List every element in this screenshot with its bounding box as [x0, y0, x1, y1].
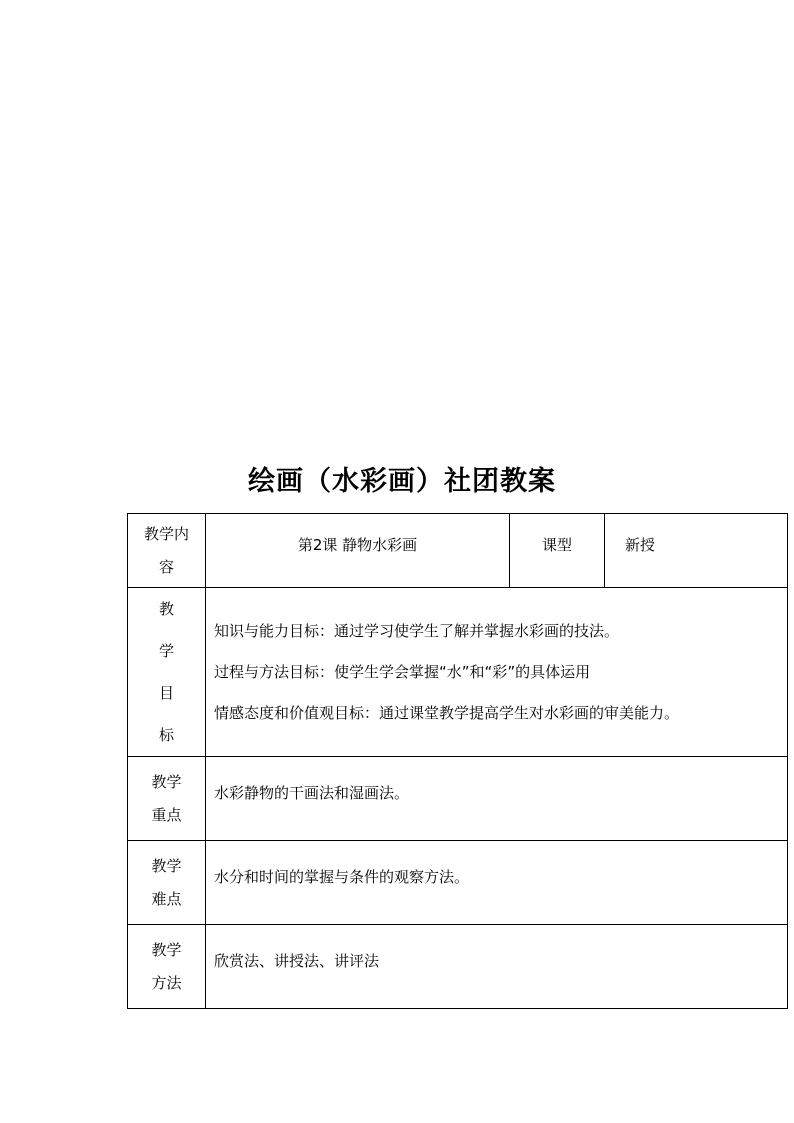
difficulties-content [206, 841, 788, 925]
difficulties-label-line2: 难点 [151, 889, 182, 908]
methods-label-line2: 方法 [151, 973, 182, 992]
key-points-content [206, 757, 788, 841]
methods-row [128, 925, 788, 1009]
knowledge-goal: 知识与能力目标：通过学习使学生了解并掌握水彩画的技法。 [214, 622, 620, 640]
teaching-goals-label-char: 教 [158, 600, 174, 618]
teaching-goals-label-char: 标 [158, 726, 174, 744]
key-points-label [128, 757, 206, 841]
document-title: 绘画（水彩画）社团教案 [248, 466, 556, 497]
methods-text: 欣赏法、讲授法、讲评法 [214, 951, 380, 970]
difficulties-label-line1: 教学 [151, 856, 182, 875]
teaching-goals-row [128, 588, 788, 757]
difficulties-label [128, 841, 206, 925]
teaching-goals-label-char: 学 [158, 642, 174, 660]
key-points-row [128, 757, 788, 841]
teaching-content-label [128, 514, 206, 588]
methods-content [206, 925, 788, 1009]
process-goal: 过程与方法目标：使学生学会掌握“水”和“彩”的具体运用 [214, 663, 591, 681]
key-points-label-line2: 重点 [151, 805, 182, 824]
lesson-type-value: 新授 [625, 536, 656, 554]
lesson-type-label: 课型 [541, 536, 572, 554]
difficulties-text: 水分和时间的掌握与条件的观察方法。 [214, 867, 470, 886]
teaching-content-row [128, 514, 788, 588]
difficulties-row [128, 841, 788, 925]
lesson-type-label-cell [510, 514, 605, 588]
lesson-title: 第2课 静物水彩画 [297, 536, 418, 554]
teaching-content-label-line1: 教学内 [143, 524, 189, 543]
teaching-goals-content [206, 588, 788, 757]
key-points-label-line1: 教学 [151, 772, 182, 791]
teaching-goals-label [128, 588, 206, 757]
lesson-title-cell [206, 514, 510, 588]
teaching-content-label-line2: 容 [158, 557, 174, 576]
methods-label [128, 925, 206, 1009]
methods-label-line1: 教学 [151, 940, 182, 959]
lesson-plan-table [127, 513, 788, 1009]
lesson-type-value-cell [605, 514, 788, 588]
key-points-text: 水彩静物的干画法和湿画法。 [214, 783, 410, 802]
teaching-goals-label-char: 目 [158, 684, 174, 702]
attitude-goal: 情感态度和价值观目标：通过课堂教学提高学生对水彩画的审美能力。 [214, 704, 680, 722]
